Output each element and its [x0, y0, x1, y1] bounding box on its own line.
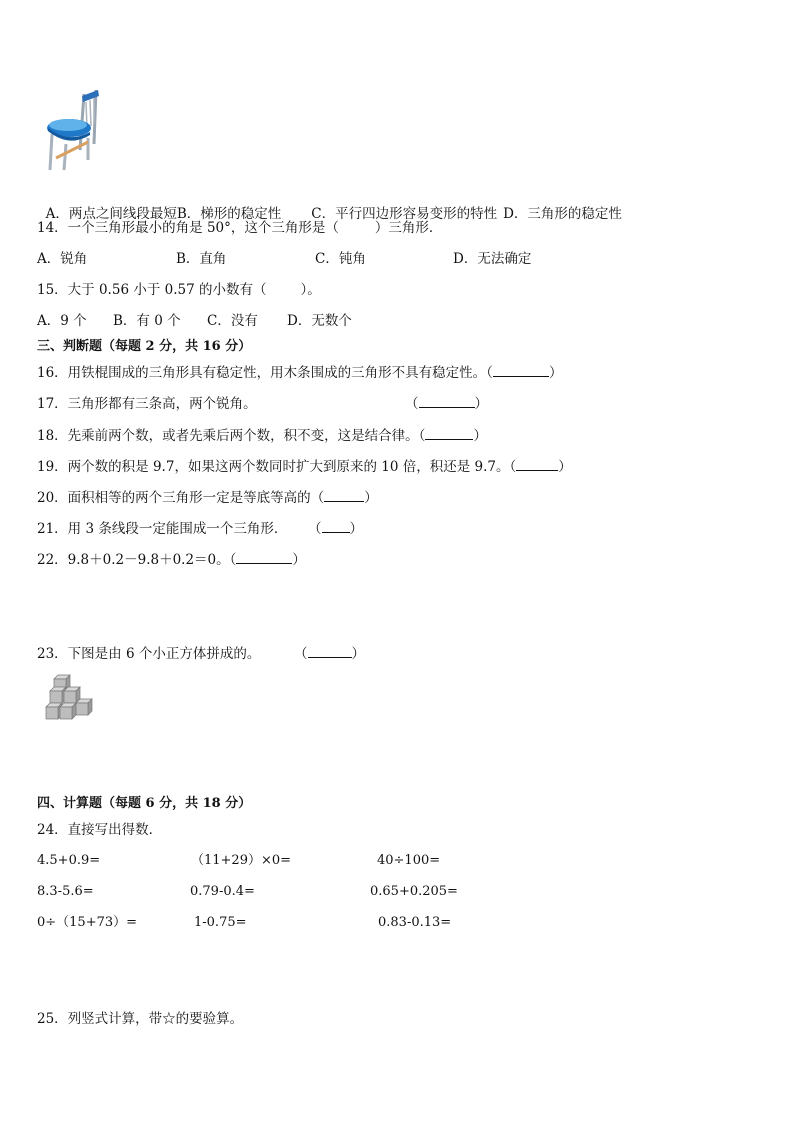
- q14-option-b[interactable]: B．直角: [176, 251, 227, 267]
- q13-option-a[interactable]: A．两点之间线段最短: [45, 206, 177, 222]
- answer-blank[interactable]: [419, 395, 475, 408]
- answer-blank[interactable]: [308, 645, 352, 658]
- judge-17-answer: （ ）: [405, 396, 488, 412]
- q13-option-c[interactable]: C．平行四边形容易变形的特性: [311, 206, 498, 222]
- q13-options: [37, 187, 622, 223]
- judge-18: 18．先乘前两个数，或者先乘后两个数，积不变，这是结合律。（ ）: [37, 428, 487, 444]
- judge-21-answer: （ ）: [308, 521, 363, 537]
- judge-16: 16．用铁棍围成的三角形具有稳定性，用木条围成的三角形不具有稳定性。（ ）: [37, 365, 563, 381]
- q24-item: （11+29）×0=: [191, 853, 292, 868]
- q15-option-a[interactable]: A．9 个: [37, 313, 87, 329]
- chair-image: [44, 88, 106, 172]
- q14-option-d[interactable]: D．无法确定: [453, 251, 532, 267]
- q14-stem: 14．一个三角形最小的角是 50°，这个三角形是（ ）三角形．: [37, 220, 443, 236]
- q15-option-d[interactable]: D．无数个: [287, 313, 352, 329]
- q24-item: 4.5+0.9=: [37, 853, 101, 868]
- q24-item: 0.65+0.205=: [370, 884, 458, 899]
- q15-option-b[interactable]: B．有 0 个: [113, 313, 181, 329]
- answer-blank[interactable]: [236, 551, 292, 564]
- q25-stem: 25．列竖式计算，带☆的要验算。: [37, 1011, 244, 1027]
- answer-blank[interactable]: [425, 427, 473, 440]
- q24-item: 0.83-0.13=: [378, 915, 452, 930]
- judge-17: 17．三角形都有三条高，两个锐角。: [37, 396, 257, 412]
- answer-blank[interactable]: [322, 520, 350, 533]
- stacked-cubes-image: [42, 673, 100, 727]
- q15-stem: 15．大于 0.56 小于 0.57 的小数有（ ）。: [37, 282, 321, 298]
- section-3-title: 三、判断题（每题 2 分，共 16 分）: [37, 339, 252, 354]
- q24-item: 1-0.75=: [194, 915, 247, 930]
- judge-22: 22．9.8＋0.2－9.8＋0.2＝0。（ ）: [37, 552, 306, 568]
- judge-20: 20．面积相等的两个三角形一定是等底等高的（ ）: [37, 490, 378, 506]
- answer-blank[interactable]: [493, 364, 549, 377]
- q14-option-c[interactable]: C．钝角: [315, 251, 366, 267]
- judge-19: 19．两个数的积是 9.7，如果这两个数同时扩大到原来的 10 倍，积还是 9.7。（ ）: [37, 459, 572, 475]
- q24-stem: 24．直接写出得数．: [37, 822, 163, 838]
- q13-option-d[interactable]: D．三角形的稳定性: [503, 206, 622, 222]
- q14-option-a[interactable]: A．锐角: [37, 251, 88, 267]
- q24-item: 40÷100=: [377, 853, 441, 868]
- section-4-title: 四、计算题（每题 6 分，共 18 分）: [37, 796, 252, 811]
- q24-item: 8.3-5.6=: [37, 884, 94, 899]
- q24-item: 0.79-0.4=: [190, 884, 255, 899]
- q13-option-b[interactable]: B．梯形的稳定性: [176, 206, 282, 222]
- judge-23-answer: （ ）: [294, 646, 365, 662]
- judge-21: 21．用 3 条线段一定能围成一个三角形．: [37, 521, 288, 537]
- answer-blank[interactable]: [516, 458, 558, 471]
- q24-item: 0÷（15+73）=: [37, 915, 138, 930]
- answer-blank[interactable]: [324, 489, 364, 502]
- judge-23: 23．下图是由 6 个小正方体拼成的。: [37, 646, 261, 662]
- q15-option-c[interactable]: C．没有: [207, 313, 258, 329]
